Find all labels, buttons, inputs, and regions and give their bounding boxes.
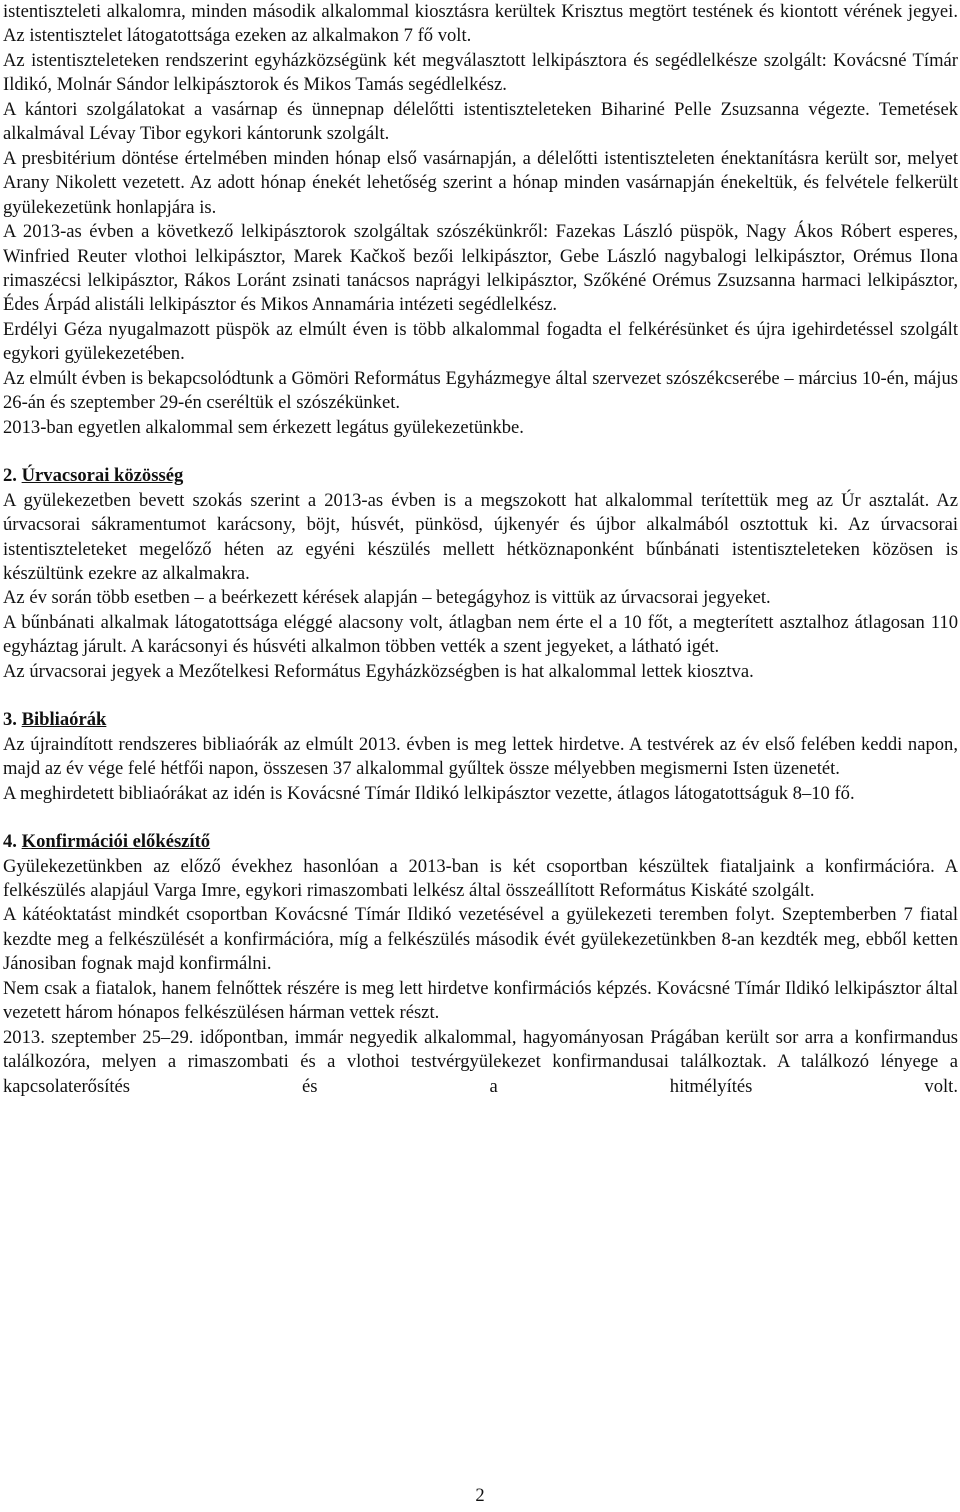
section-spacer — [3, 440, 958, 464]
section-spacer — [3, 806, 958, 830]
section-title: Konfirmációi előkészítő — [21, 831, 211, 853]
paragraph: A presbitérium döntése értelmében minden hónap első vasárnapján, a délelőtti istentiszteleten énektanításra került sor, melyet Arany Nikolett vezetett. Az adott hónap énekét lehetőség szerint a hónap minden vasárnapján énekeltük, és felvétele felkerült gyülekezetünk honlapjára is. — [3, 147, 958, 218]
intro-section — [3, 0, 958, 440]
section-heading — [3, 708, 958, 732]
paragraph: A bűnbánati alkalmak látogatottsága eléggé alacsony volt, átlagban nem érte el a 10 főt, a megterített asztalhoz átlagosan 110 egyháztag járult. A karácsonyi és húsvéti alkalmon többen vették a szent jegyeket, a látható igét. — [3, 611, 958, 658]
paragraph: A kántori szolgálatokat a vasárnap és ünnepnap délelőtti istentiszteleteken Bihariné Pelle Zsuzsanna végezte. Temetések alkalmával Lévay Tibor egykori kántorunk szolgált. — [3, 98, 958, 145]
paragraph: 2013-ban egyetlen alkalommal sem érkezett legátus gyülekezetünkbe. — [3, 416, 524, 438]
paragraph: Az elmúlt évben is bekapcsolódtunk a Gömöri Református Egyházmegye által szervezet szószékcserébe – március 10-én, május 26-án és szeptember 29-én cseréltük el szószékünket. — [3, 367, 958, 414]
section-number: 2. — [3, 465, 17, 487]
section-title: Bibliaórák — [21, 709, 107, 731]
paragraph: Az év során több esetben – a beérkezett kérések alapján – betegágyhoz is vittük az úrvacsorai jegyeket. — [3, 587, 771, 609]
paragraph: A meghirdetett bibliaórákat az idén is Kovácsné Tímár Ildikó lelkipásztor vezette, átlagos látogatottságuk 8–10 fő. — [3, 782, 855, 804]
paragraph: Gyülekezetünkben az előző évekhez hasonlóan a 2013-ban is két csoportban készültek fiataljaink a konfirmációra. A felkészülés alapjául Varga Imre, egykori rimaszombati lelkész által összeállított Református Kiskáté szolgált. — [3, 855, 958, 901]
paragraph: Nem csak a fiatalok, hanem felnőttek részére is meg lett hirdetve konfirmációs képzés. Kovácsné Tímár Ildikó lelkipásztor által vezetett három hónapos felkészülésen hárman vettek részt. — [3, 977, 958, 1024]
section-number: 3. — [3, 709, 17, 731]
paragraph: Az istentiszteleteken rendszerint egyházközségünk két megválasztott lelkipásztora és segédlelkésze szolgált: Kovácsné Tímár Ildikó, Molnár Sándor lelkipásztorok és Mikos Tamás segédlelkész. — [3, 49, 958, 96]
paragraph: 2013. szeptember 25–29. időpontban, immár negyedik alkalommal, hagyományosan Prágában került sor arra a konfirmandus találkozóra, melyen a rimaszombati és a vlothoi testvérgyülekezet konfirmandusai találkoztak. A találkozó lényege a kapcsolaterősítés és a hitmélyítés volt. — [3, 1026, 958, 1097]
paragraph: A 2013-as évben a következő lelkipásztorok szolgáltak szószékünkről: Fazekas László püspök, Nagy Ákos Róbert esperes, Winfried Reuter vlothoi lelkipásztor, Marek Kačkoš bezői lelkipásztor, Gebe László nagybalogi lelkipásztor, Orémus Ilona rimaszécsi lelkipásztor, Rákos Loránt zsinati tanácsos naprágyi lelkipásztor, Szőkéné Orémus Zsuzsanna harmaci lelkipásztor, Édes Árpád alistáli lelkipásztor és Mikos Annamária intézeti segédlelkész. — [3, 221, 958, 316]
paragraph: A kátéoktatást mindkét csoportban Kovácsné Tímár Ildikó vezetésével a gyülekezeti teremben folyt. Szeptemberben 7 fiatal kezdte meg a felkészülését a konfirmációra, míg a felkészülés második évét gyülekezetünkben 8-an kezdték meg, ebből ketten Jánosiban fognak majd konfirmálni. — [3, 904, 958, 975]
paragraph: Az úrvacsorai jegyek a Mezőtelkesi Református Egyházközségben is hat alkalommal lettek kiosztva. — [3, 660, 754, 682]
paragraph: Erdélyi Géza nyugalmazott püspök az elmúlt éven is több alkalommal fogadta el felkérésünket és újra igehirdetéssel szolgált egykori gyülekezetében. — [3, 318, 958, 365]
section-communion — [3, 464, 958, 684]
paragraph: A gyülekezetben bevett szokás szerint a 2013-as évben is a megszokott hat alkalommal terítettük meg az Úr asztalát. Az úrvacsorai sákramentumot karácsony, böjt, húsvét, pünkösd, újkenyér és újbor alkalmából osztottuk ki. Az úrvacsorai istentiszteleteket megelőző héten az egyéni készülés mellett hétköznaponként bűnbánati istentiszteleteken közösen is készültünk ezekre az alkalmakra. — [3, 489, 958, 584]
section-bible-study — [3, 708, 958, 806]
page-number: 2 — [475, 1485, 485, 1506]
paragraph: istentiszteleti alkalomra, minden második alkalommal kiosztásra kerültek Krisztus megtört testének és kiontott vérének jegyei. Az istentisztelet látogatottsága ezeken az alkalmakon 7 fő volt. — [3, 1, 958, 47]
section-heading — [3, 830, 958, 854]
section-title: Úrvacsorai közösség — [21, 465, 184, 487]
section-heading — [3, 464, 958, 488]
section-spacer — [3, 684, 958, 708]
section-confirmation — [3, 830, 958, 1099]
section-number: 4. — [3, 831, 17, 853]
paragraph: Az újraindított rendszeres bibliaórák az elmúlt 2013. évben is meg lettek hirdetve. A testvérek az év első felében keddi napon, majd az év vége felé hétfői napon, összesen 37 alkalommal gyűltek össze mélyebben megismerni Isten üzenetét. — [3, 733, 958, 780]
